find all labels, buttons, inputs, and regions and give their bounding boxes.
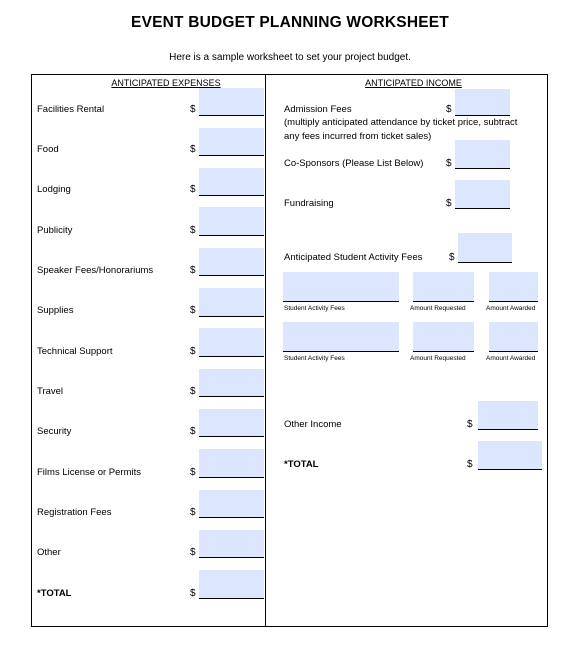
amount-awarded-field[interactable] xyxy=(489,322,538,352)
expense-label-registration-fees: Registration Fees xyxy=(37,507,112,518)
page-subtitle: Here is a sample worksheet to set your project budget. xyxy=(169,52,411,63)
expense-label-speaker-fees: Speaker Fees/Honorariums xyxy=(37,265,154,276)
expense-label-other: Other xyxy=(37,547,61,558)
expense-field-speaker-fees[interactable] xyxy=(199,248,264,276)
amount-awarded-field[interactable] xyxy=(489,272,538,302)
expense-field-lodging[interactable] xyxy=(199,168,264,196)
dollar-sign: $ xyxy=(190,547,196,558)
expenses-heading: ANTICIPATED EXPENSES xyxy=(111,78,221,88)
dollar-sign: $ xyxy=(190,104,196,115)
dollar-sign: $ xyxy=(190,588,196,599)
expense-field-films-license[interactable] xyxy=(199,449,264,478)
activity-fee-caption: Student Activity Fees xyxy=(284,355,345,362)
activity-fee-caption: Student Activity Fees xyxy=(284,305,345,312)
expense-label-travel: Travel xyxy=(37,386,64,397)
column-divider xyxy=(265,74,266,627)
amount-requested-caption: Amount Requested xyxy=(410,305,466,312)
expense-label-facilities-rental: Facilities Rental xyxy=(37,104,105,115)
dollar-sign: $ xyxy=(446,198,452,209)
expense-field-publicity[interactable] xyxy=(199,207,264,236)
fundraising-field[interactable] xyxy=(455,180,510,209)
dollar-sign: $ xyxy=(467,459,473,470)
amount-awarded-caption: Amount Awarded xyxy=(486,305,536,312)
expense-field-technical-support[interactable] xyxy=(199,328,264,357)
income-heading: ANTICIPATED INCOME xyxy=(365,78,462,88)
admission-fees-field[interactable] xyxy=(455,89,510,116)
dollar-sign: $ xyxy=(449,252,455,263)
expense-field-total[interactable] xyxy=(199,570,264,599)
expense-label-security: Security xyxy=(37,426,72,437)
amount-requested-field[interactable] xyxy=(413,272,474,302)
dollar-sign: $ xyxy=(190,346,196,357)
expense-label-supplies: Supplies xyxy=(37,305,74,316)
cosponsors-label: Co-Sponsors (Please List Below) xyxy=(284,158,424,169)
dollar-sign: $ xyxy=(446,104,452,115)
expense-label-films-license: Films License or Permits xyxy=(37,467,141,478)
page-title: EVENT BUDGET PLANNING WORKSHEET xyxy=(131,14,449,31)
expense-field-registration-fees[interactable] xyxy=(199,490,264,518)
dollar-sign: $ xyxy=(190,386,196,397)
dollar-sign: $ xyxy=(190,144,196,155)
student-activity-fees-label: Anticipated Student Activity Fees xyxy=(284,252,423,263)
dollar-sign: $ xyxy=(446,158,452,169)
activity-fee-field[interactable] xyxy=(283,322,399,352)
expense-field-supplies[interactable] xyxy=(199,288,264,317)
cosponsors-field[interactable] xyxy=(455,140,510,169)
expense-label-lodging: Lodging xyxy=(37,184,71,195)
expense-label-publicity: Publicity xyxy=(37,225,73,236)
other-income-label: Other Income xyxy=(284,419,342,430)
amount-requested-field[interactable] xyxy=(413,322,474,352)
expense-field-facilities-rental[interactable] xyxy=(199,88,264,116)
expense-label-technical-support: Technical Support xyxy=(37,346,113,357)
fundraising-label: Fundraising xyxy=(284,198,334,209)
admission-fees-label: Admission Fees xyxy=(284,104,352,115)
dollar-sign: $ xyxy=(190,265,196,276)
amount-awarded-caption: Amount Awarded xyxy=(486,355,536,362)
income-total-label: *TOTAL xyxy=(284,459,319,470)
expense-field-food[interactable] xyxy=(199,128,264,156)
expense-label-food: Food xyxy=(37,144,59,155)
admission-fees-note: any fees incurred from ticket sales) xyxy=(284,131,432,142)
dollar-sign: $ xyxy=(190,467,196,478)
admission-fees-note: (multiply anticipated attendance by ticket price, subtract xyxy=(284,117,518,128)
activity-fee-field[interactable] xyxy=(283,272,399,302)
income-total-field[interactable] xyxy=(478,441,542,470)
student-activity-fees-field[interactable] xyxy=(458,233,512,263)
other-income-field[interactable] xyxy=(478,401,538,430)
dollar-sign: $ xyxy=(190,507,196,518)
dollar-sign: $ xyxy=(190,305,196,316)
expense-field-security[interactable] xyxy=(199,409,264,437)
dollar-sign: $ xyxy=(190,426,196,437)
dollar-sign: $ xyxy=(190,225,196,236)
expense-field-travel[interactable] xyxy=(199,369,264,397)
dollar-sign: $ xyxy=(467,419,473,430)
dollar-sign: $ xyxy=(190,184,196,195)
amount-requested-caption: Amount Requested xyxy=(410,355,466,362)
expense-label-total: *TOTAL xyxy=(37,588,72,599)
expense-field-other[interactable] xyxy=(199,530,264,558)
